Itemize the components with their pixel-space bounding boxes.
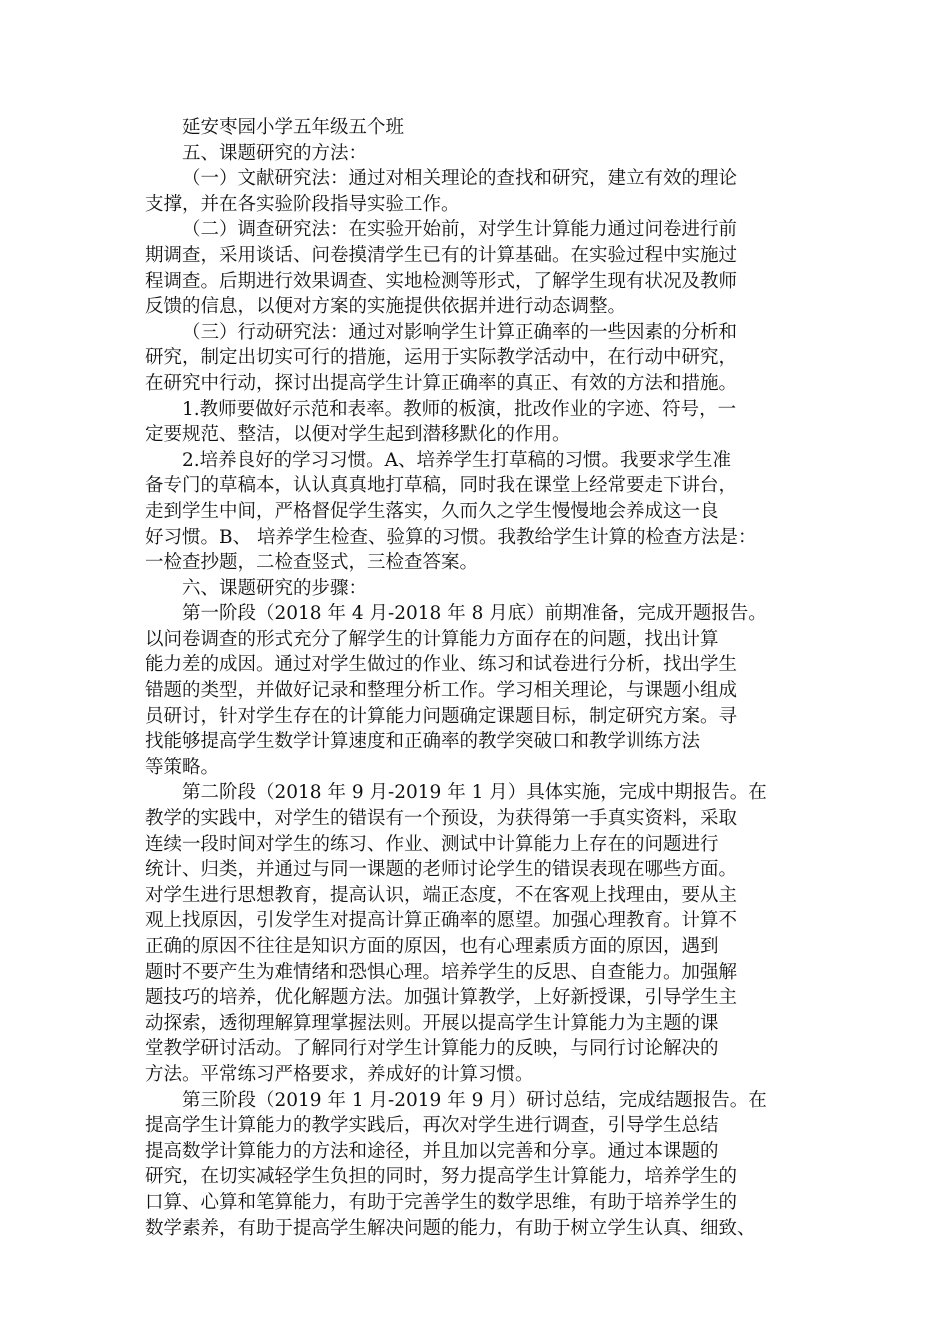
text-line: 错题的类型，并做好记录和整理分析工作。学习相关理论，与课题小组成 bbox=[145, 680, 738, 702]
text-line: 观上找原因，引发学生对提高计算正确率的愿望。加强心理教育。计算不 bbox=[145, 910, 738, 932]
text-line: 期调查，采用谈话、问卷摸清学生已有的计算基础。在实验过程中实施过 bbox=[145, 244, 738, 266]
text-line: 教学的实践中，对学生的错误有一个预设，为获得第一手真实资料，采取 bbox=[145, 808, 738, 830]
text-line: 六、课题研究的步骤： bbox=[182, 577, 368, 599]
text-line: 员研讨，针对学生存在的计算能力问题确定课题目标，制定研究方案。寻 bbox=[145, 705, 738, 727]
text-line: 数学素养，有助于提高学生解决问题的能力，有助于树立学生认真、细致、 bbox=[145, 1217, 756, 1239]
text-line: 在研究中行动，探讨出提高学生计算正确率的真正、有效的方法和措施。 bbox=[145, 372, 738, 394]
text-line: 方法。平常练习严格要求，养成好的计算习惯。 bbox=[145, 1063, 534, 1085]
text-line: 一检查抄题，二检查竖式，三检查答案。 bbox=[145, 552, 479, 574]
text-line: 口算、心算和笔算能力，有助于完善学生的数学思维，有助于培养学生的 bbox=[145, 1191, 738, 1213]
text-line: 对学生进行思想教育，提高认识，端正态度，不在客观上找理由，要从主 bbox=[145, 884, 738, 906]
text-line: （三）行动研究法：通过对影响学生计算正确率的一些因素的分析和 bbox=[182, 321, 738, 343]
text-line: 好习惯。B、 培养学生检查、验算的习惯。我教给学生计算的检查方法是： bbox=[145, 526, 757, 548]
text-line: 提高数学计算能力的方法和途径，并且加以完善和分享。通过本课题的 bbox=[145, 1140, 719, 1162]
text-line: 第三阶段（2019 年 1 月-2019 年 9 月）研讨总结，完成结题报告。在 bbox=[182, 1089, 767, 1111]
text-line: 2.培养良好的学习习惯。A、培养学生打草稿的习惯。我要求学生准 bbox=[182, 449, 732, 471]
text-line: （一）文献研究法：通过对相关理论的查找和研究，建立有效的理论 bbox=[182, 168, 738, 190]
document-body bbox=[145, 115, 817, 1241]
text-line: 动探索，透彻理解算理掌握法则。开展以提高学生计算能力为主题的课 bbox=[145, 1012, 719, 1034]
text-line: 第二阶段（2018 年 9 月-2019 年 1 月）具体实施，完成中期报告。在 bbox=[182, 782, 767, 804]
text-line: 研究，制定出切实可行的措施，运用于实际教学活动中，在行动中研究， bbox=[145, 347, 738, 369]
text-line: 支撑，并在各实验阶段指导实验工作。 bbox=[145, 193, 460, 215]
text-line: 反馈的信息，以便对方案的实施提供依据并进行动态调整。 bbox=[145, 296, 627, 318]
text-line: 1.教师要做好示范和表率。教师的板演，批改作业的字迹、符号，一 bbox=[182, 398, 737, 420]
text-line: 堂教学研讨活动。了解同行对学生计算能力的反映，与同行讨论解决的 bbox=[145, 1038, 719, 1060]
text-line: 正确的原因不往往是知识方面的原因，也有心理素质方面的原因，遇到 bbox=[145, 936, 719, 957]
text-line: 以问卷调查的形式充分了解学生的计算能力方面存在的问题，找出计算 bbox=[145, 628, 719, 650]
text-line: 找能够提高学生数学计算速度和正确率的教学突破口和教学训练方法 bbox=[145, 731, 701, 753]
text-line: 连续一段时间对学生的练习、作业、测试中计算能力上存在的问题进行 bbox=[145, 833, 719, 855]
text-line: 程调查。后期进行效果调查、实地检测等形式，了解学生现有状况及教师 bbox=[145, 270, 738, 292]
text-line: 题技巧的培养，优化解题方法。加强计算教学，上好新授课，引导学生主 bbox=[145, 987, 738, 1009]
text-line: 统计、归类，并通过与同一课题的老师讨论学生的错误表现在哪些方面。 bbox=[145, 859, 738, 881]
text-line: 题时不要产生为难情绪和恐惧心理。培养学生的反思、自查能力。加强解 bbox=[145, 961, 738, 983]
text-line: 走到学生中间，严格督促学生落实，久而久之学生慢慢地会养成这一良 bbox=[145, 500, 719, 522]
text-line: 能力差的成因。通过对学生做过的作业、练习和试卷进行分析，找出学生 bbox=[145, 654, 738, 676]
text-line: 定要规范、整洁，以便对学生起到潜移默化的作用。 bbox=[145, 424, 571, 446]
text-line: （二）调查研究法：在实验开始前，对学生计算能力通过问卷进行前 bbox=[182, 219, 738, 241]
text-line: 等策略。 bbox=[145, 756, 220, 778]
text-line: 备专门的草稿本，认认真真地打草稿，同时我在课堂上经常要走下讲台， bbox=[145, 475, 738, 497]
text-line: 延安枣园小学五年级五个班 bbox=[182, 117, 405, 138]
text-line: 五、课题研究的方法： bbox=[182, 142, 368, 164]
text-line: 第一阶段（2018 年 4 月-2018 年 8 月底）前期准备，完成开题报告。 bbox=[182, 603, 767, 625]
text-line: 提高学生计算能力的教学实践后，再次对学生进行调查，引导学生总结 bbox=[145, 1115, 719, 1137]
text-line: 研究，在切实减轻学生负担的同时，努力提高学生计算能力，培养学生的 bbox=[145, 1166, 738, 1188]
